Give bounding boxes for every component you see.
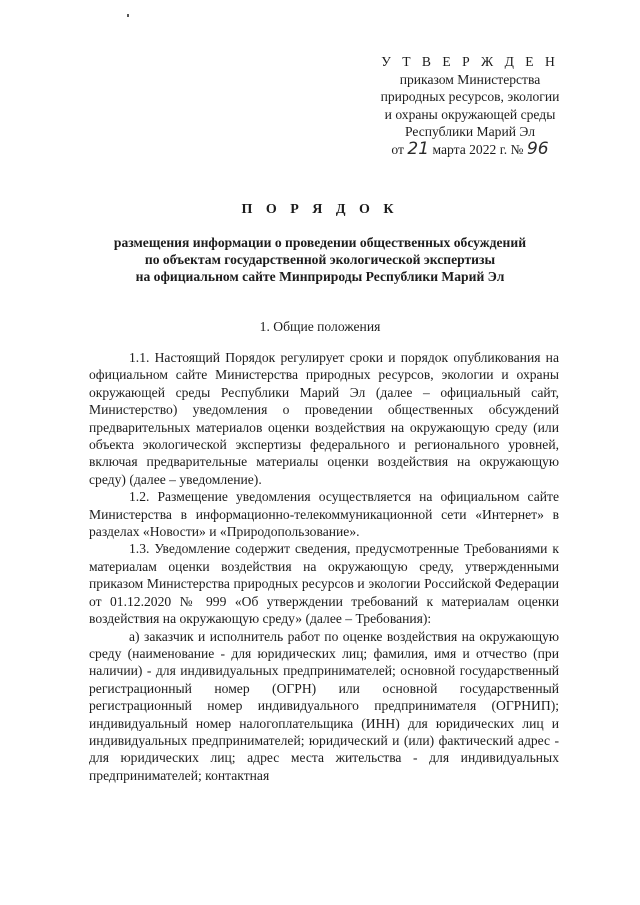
approval-line: приказом Министерства xyxy=(399,71,541,87)
handwritten-day: 21 xyxy=(407,138,430,159)
document-subtitle xyxy=(70,234,570,285)
approval-line: Республики Марий Эл xyxy=(404,124,536,139)
document-title: П О Р Я Д О К xyxy=(241,202,399,217)
approval-date xyxy=(355,138,585,159)
date-prefix: от xyxy=(391,141,404,157)
approval-line: природных ресурсов, экологии xyxy=(380,89,560,104)
approval-heading: У Т В Е Р Ж Д Е Н xyxy=(381,54,559,69)
approval-line: и охраны окружающей среды xyxy=(384,106,556,122)
section-heading: 1. Общие положения xyxy=(259,319,381,334)
paragraph: а) заказчик и исполнитель работ по оценке воздействия на окружающую среду (наименование - для юридических лиц; фамилия, имя и отчество (при наличии) - для индивидуальных предпринимателей; основной государственный регистрационный номер (ОГРН) или основной государственный регистрационный номер индивидуального предпринимателя (ОГРНИП); индивидуальный номер налогоплательщика (ИНН) для юридических лиц и индивидуальных предпринимателей; юридический и (или) фактический адрес - для юридических лиц; адрес места жительства - для индивидуальных предпринимателей; контактная xyxy=(89,628,559,783)
paragraph: 1.2. Размещение уведомления осуществляется на официальном сайте Министерства в информационно-телекоммуникационной сети «Интернет» в разделах «Новости» и «Природопользование». xyxy=(89,489,559,540)
paragraph: 1.1. Настоящий Порядок регулирует сроки и порядок опубликования на официальном сайте Министерства природных ресурсов, экологии и охраны окружающей среды Республики Марий Эл (далее – официальный сайт, Министерство) уведомления о проведении общественных обсуждений предварительных материалов оценки воздействия на окружающую среду (или объекта экологической экспертизы федерального и регионального уровней, включая предварительные материалы оценки воздействия на окружающую среду) (далее – уведомление). xyxy=(89,350,559,487)
subtitle-line: размещения информации о проведении общественных обсуждений xyxy=(113,235,527,250)
scan-mark xyxy=(127,14,129,17)
document-body xyxy=(89,349,559,784)
approval-stamp xyxy=(355,53,585,158)
handwritten-order-number: 96 xyxy=(526,138,549,159)
date-rest: марта 2022 г. № xyxy=(432,141,524,157)
paragraph: 1.3. Уведомление содержит сведения, предусмотренные Требованиями к материалам оценки воздействия на окружающую среду, утвержденными приказом Министерства природных ресурсов и экологии Российской Федерации от 01.12.2020 № 999 «Об утверждении требований к материалам оценки воздействия на окружающую среду» (далее – Требования): xyxy=(89,541,559,627)
subtitle-line: по объектам государственной экологической экспертизы xyxy=(144,252,496,267)
subtitle-line: на официальном сайте Минприроды Республики Марий Эл xyxy=(135,269,505,284)
